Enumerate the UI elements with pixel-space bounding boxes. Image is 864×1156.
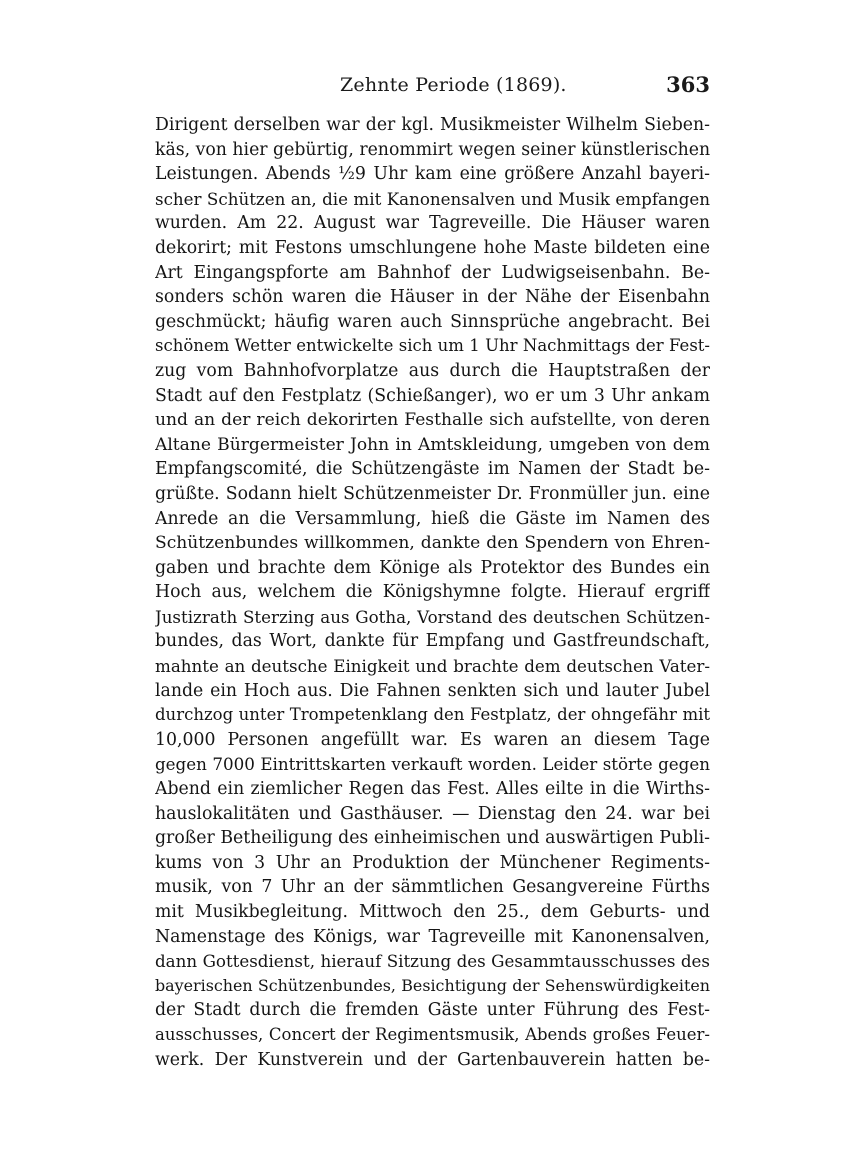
page-number: 363 bbox=[666, 72, 710, 97]
text-line: werk. Der Kunstverein und der Gartenbauverein hatten be- bbox=[155, 1049, 710, 1070]
text-line: und an der reich dekorirten Festhalle sich aufstellte, von deren bbox=[155, 410, 710, 431]
text-line: mahnte an deutsche Einigkeit und brachte dem deutschen Vater- bbox=[155, 656, 710, 677]
text-line: bundes, das Wort, dankte für Empfang und Gastfreundschaft, bbox=[155, 631, 710, 652]
text-line: gegen 7000 Eintrittskarten verkauft worden. Leider störte gegen bbox=[155, 754, 710, 775]
text-line: grüßte. Sodann hielt Schützenmeister Dr. Fronmüller jun. eine bbox=[155, 483, 710, 504]
text-line: Hoch aus, welchem die Königshymne folgte. Hierauf ergriff bbox=[155, 582, 710, 603]
text-line: 10,000 Personen angefüllt war. Es waren an diesem Tage bbox=[155, 729, 710, 750]
text-line: hauslokalitäten und Gasthäuser. — Dienstag den 24. war bei bbox=[155, 803, 710, 824]
text-line: Empfangscomité, die Schützengäste im Namen der Stadt be- bbox=[155, 459, 710, 480]
text-line: sonders schön waren die Häuser in der Nähe der Eisenbahn bbox=[155, 287, 710, 308]
page-header bbox=[155, 70, 710, 102]
text-line: gaben und brachte dem Könige als Protektor des Bundes ein bbox=[155, 557, 710, 578]
text-line: durchzog unter Trompetenklang den Festplatz, der ohngefähr mit bbox=[155, 705, 710, 725]
text-line: mit Musikbegleitung. Mittwoch den 25., dem Geburts- und bbox=[155, 902, 710, 922]
text-line: Anrede an die Versammlung, hieß die Gäste im Namen des bbox=[155, 508, 710, 529]
text-line: ausschusses, Concert der Regimentsmusik, Abends großes Feuer- bbox=[155, 1024, 710, 1044]
text-line: Schützenbundes willkommen, dankte den Spendern von Ehren- bbox=[155, 533, 710, 554]
text-line: Stadt auf den Festplatz (Schießanger), wo er um 3 Uhr ankam bbox=[155, 385, 710, 406]
text-line: großer Betheiligung des einheimischen und auswärtigen Publi- bbox=[155, 828, 710, 849]
text-line: Namenstage des Königs, war Tagreveille mit Kanonensalven, bbox=[155, 926, 710, 947]
text-line: dekorirt; mit Festons umschlungene hohe Maste bildeten eine bbox=[155, 237, 710, 258]
text-line: lande ein Hoch aus. Die Fahnen senkten sich und lauter Jubel bbox=[155, 680, 710, 701]
text-line: musik, von 7 Uhr an der sämmtlichen Gesangvereine Fürths bbox=[155, 877, 710, 898]
text-line: käs, von hier gebürtig, renommirt wegen seiner künstlerischen bbox=[155, 139, 710, 160]
text-line: schönem Wetter entwickelte sich um 1 Uhr Nachmittags der Fest- bbox=[155, 336, 710, 356]
body-text bbox=[155, 113, 710, 1072]
text-line: Dirigent derselben war der kgl. Musikmeister Wilhelm Sieben- bbox=[155, 115, 710, 135]
text-line: zug vom Bahnhofvorplatze aus durch die Hauptstraßen der bbox=[155, 360, 710, 381]
text-line: der Stadt durch die fremden Gäste unter Führung des Fest- bbox=[155, 1000, 710, 1021]
text-line: wurden. Am 22. August war Tagreveille. Die Häuser waren bbox=[155, 213, 710, 234]
text-line: scher Schützen an, die mit Kanonensalven und Musik empfangen bbox=[155, 188, 710, 209]
running-head: Zehnte Periode (1869). bbox=[340, 74, 567, 96]
text-line: dann Gottesdienst, hierauf Sitzung des Gesammtausschusses des bbox=[155, 951, 710, 972]
text-line: Altane Bürgermeister John in Amtskleidung, umgeben von dem bbox=[155, 434, 710, 455]
text-line: Art Eingangspforte am Bahnhof der Ludwigseisenbahn. Be- bbox=[155, 262, 710, 283]
text-line: bayerischen Schützenbundes, Besichtigung der Sehenswürdigkeiten bbox=[155, 975, 710, 995]
text-line: Abend ein ziemlicher Regen das Fest. Alles eilte in die Wirths- bbox=[155, 779, 710, 800]
text-line: Leistungen. Abends ½9 Uhr kam eine größere Anzahl bayeri- bbox=[155, 164, 710, 185]
text-line: Justizrath Sterzing aus Gotha, Vorstand des deutschen Schützen- bbox=[155, 606, 710, 627]
text-line: kums von 3 Uhr an Produktion der Münchener Regiments- bbox=[155, 852, 710, 873]
text-line: geschmückt; häufig waren auch Sinnsprüche angebracht. Bei bbox=[155, 311, 710, 332]
